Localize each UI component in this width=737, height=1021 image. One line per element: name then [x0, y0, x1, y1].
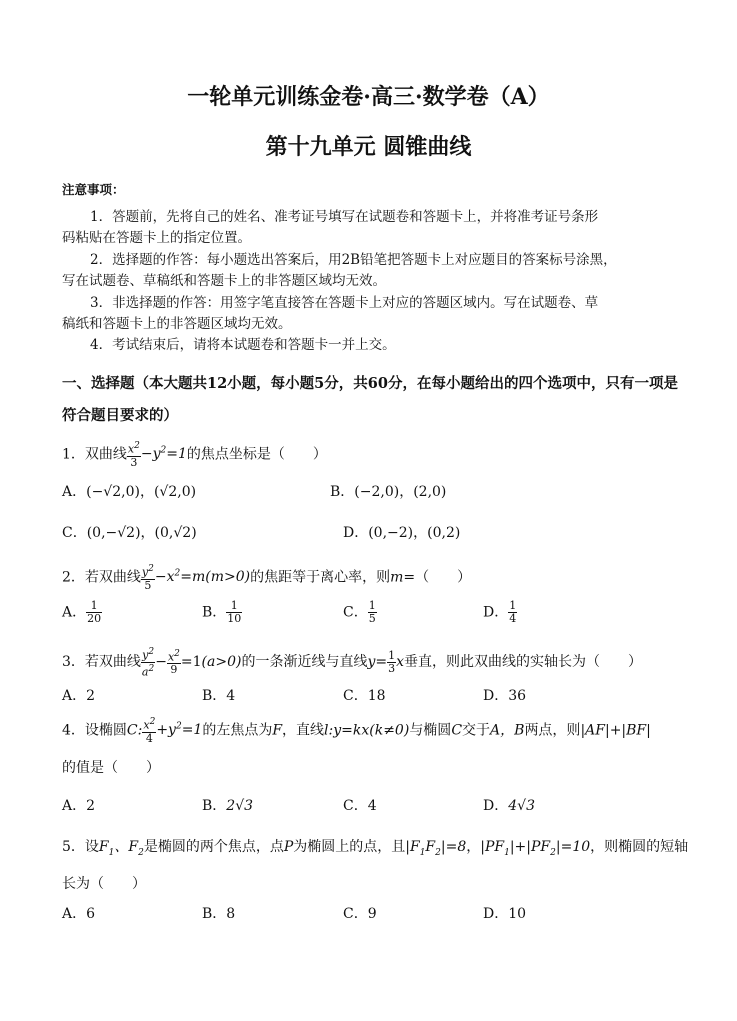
q3-option-b: B．4 — [202, 688, 236, 704]
q2-option-b: B． $\frac{1}{10}$ — [202, 599, 242, 625]
q1-option-c: C．(0,−√2)，(0,√2) — [62, 525, 197, 541]
q3-option-a: A．2 — [62, 688, 96, 704]
q1-option-b: B．(−2,0)，(2,0) — [330, 484, 447, 500]
page-subtitle: 第十九单元 圆锥曲线 — [265, 134, 472, 160]
q1-option-d: D．(0,−2)，(0,2) — [343, 525, 461, 541]
section-heading-line-1: 一、选择题（本大题共12小题，每小题5分，共60分，在每小题给出的四个选项中，只有一项是 — [62, 375, 678, 392]
q2-option-a: A． $\frac{1}{20}$ — [62, 599, 102, 625]
page-title: 一轮单元训练金卷·高三·数学卷（A） — [187, 84, 550, 110]
question-5: 5．设$F_1$、$F_2$是椭圆的两个焦点，点P为椭圆上的点，且$|F_1F_2|=8$，$|PF_1|+|PF_2|=10$，则椭圆的短轴 — [62, 839, 689, 858]
note-line-5: 3．非选择题的作答：用签字笔直接答在答题卡上对应的答题区域内。写在试题卷、草 — [90, 295, 599, 311]
q1-fraction: $\frac{x^2}{3}$ — [127, 441, 140, 469]
q5-option-d: D．10 — [483, 906, 527, 922]
q1-option-a: A．(−√2,0)，(√2,0) — [62, 484, 197, 500]
notes-heading: 注意事项： — [62, 182, 125, 197]
q5-option-c: C．9 — [343, 906, 377, 922]
note-line-1: 1．答题前，先将自己的姓名、准考证号填写在试题卷和答题卡上，并将准考证号条形 — [90, 209, 599, 225]
q4-option-b: B．2√3 — [202, 798, 254, 814]
q4-option-a: A．2 — [62, 798, 96, 814]
note-line-3: 2．选择题的作答：每小题选出答案后，用2B铅笔把答题卡上对应题目的答案标号涂黑， — [90, 252, 617, 268]
q5-option-b: B．8 — [202, 906, 236, 922]
q5-option-a: A．6 — [62, 906, 96, 922]
question-1: 1．双曲线 $\frac{x^2}{3}$ $-y^2=1$的焦点坐标是（ ） — [62, 441, 327, 469]
question-4: 4．设椭圆C: $\frac{x^2}{4}$ $+y^2=1$的左焦点为F，直线l:y=kx(k≠0)与椭圆C交于A，B两点，则|AF|+|BF| — [62, 717, 651, 745]
q3-option-d: D．36 — [483, 688, 527, 704]
q4-option-d: D．4√3 — [483, 798, 535, 814]
note-line-6: 稿纸和答题卡上的非答题区域均无效。 — [62, 316, 292, 332]
question-5-line-2: 长为（ ） — [62, 876, 146, 892]
note-line-4: 写在试题卷、草稿纸和答题卡上的非答题区域均无效。 — [62, 273, 386, 289]
question-3: 3．若双曲线 $\frac{y^2}{a^2}$ − $\frac{x^2}{9}$ =1(a>0)的一条渐近线与直线y= $\frac{1}{3}$ x垂直，则此双曲线的实轴长为（ ） — [62, 647, 643, 679]
question-4-line-2: 的值是（ ） — [62, 760, 160, 776]
question-2: 2．若双曲线 $\frac{y^2}{5}$ $-x^2=m(m>0)$的焦距等于离心率，则m=（ ） — [62, 564, 472, 592]
q2-option-d: D． $\frac{1}{4}$ — [483, 599, 517, 625]
note-line-7: 4．考试结束后，请将本试题卷和答题卡一并上交。 — [90, 337, 396, 353]
q4-option-c: C．4 — [343, 798, 377, 814]
section-heading-line-2: 符合题目要求的） — [62, 407, 178, 424]
q3-option-c: C．18 — [343, 688, 386, 704]
q2-option-c: C． $\frac{1}{5}$ — [343, 599, 376, 625]
note-line-2: 码粘贴在答题卡上的指定位置。 — [62, 230, 251, 246]
